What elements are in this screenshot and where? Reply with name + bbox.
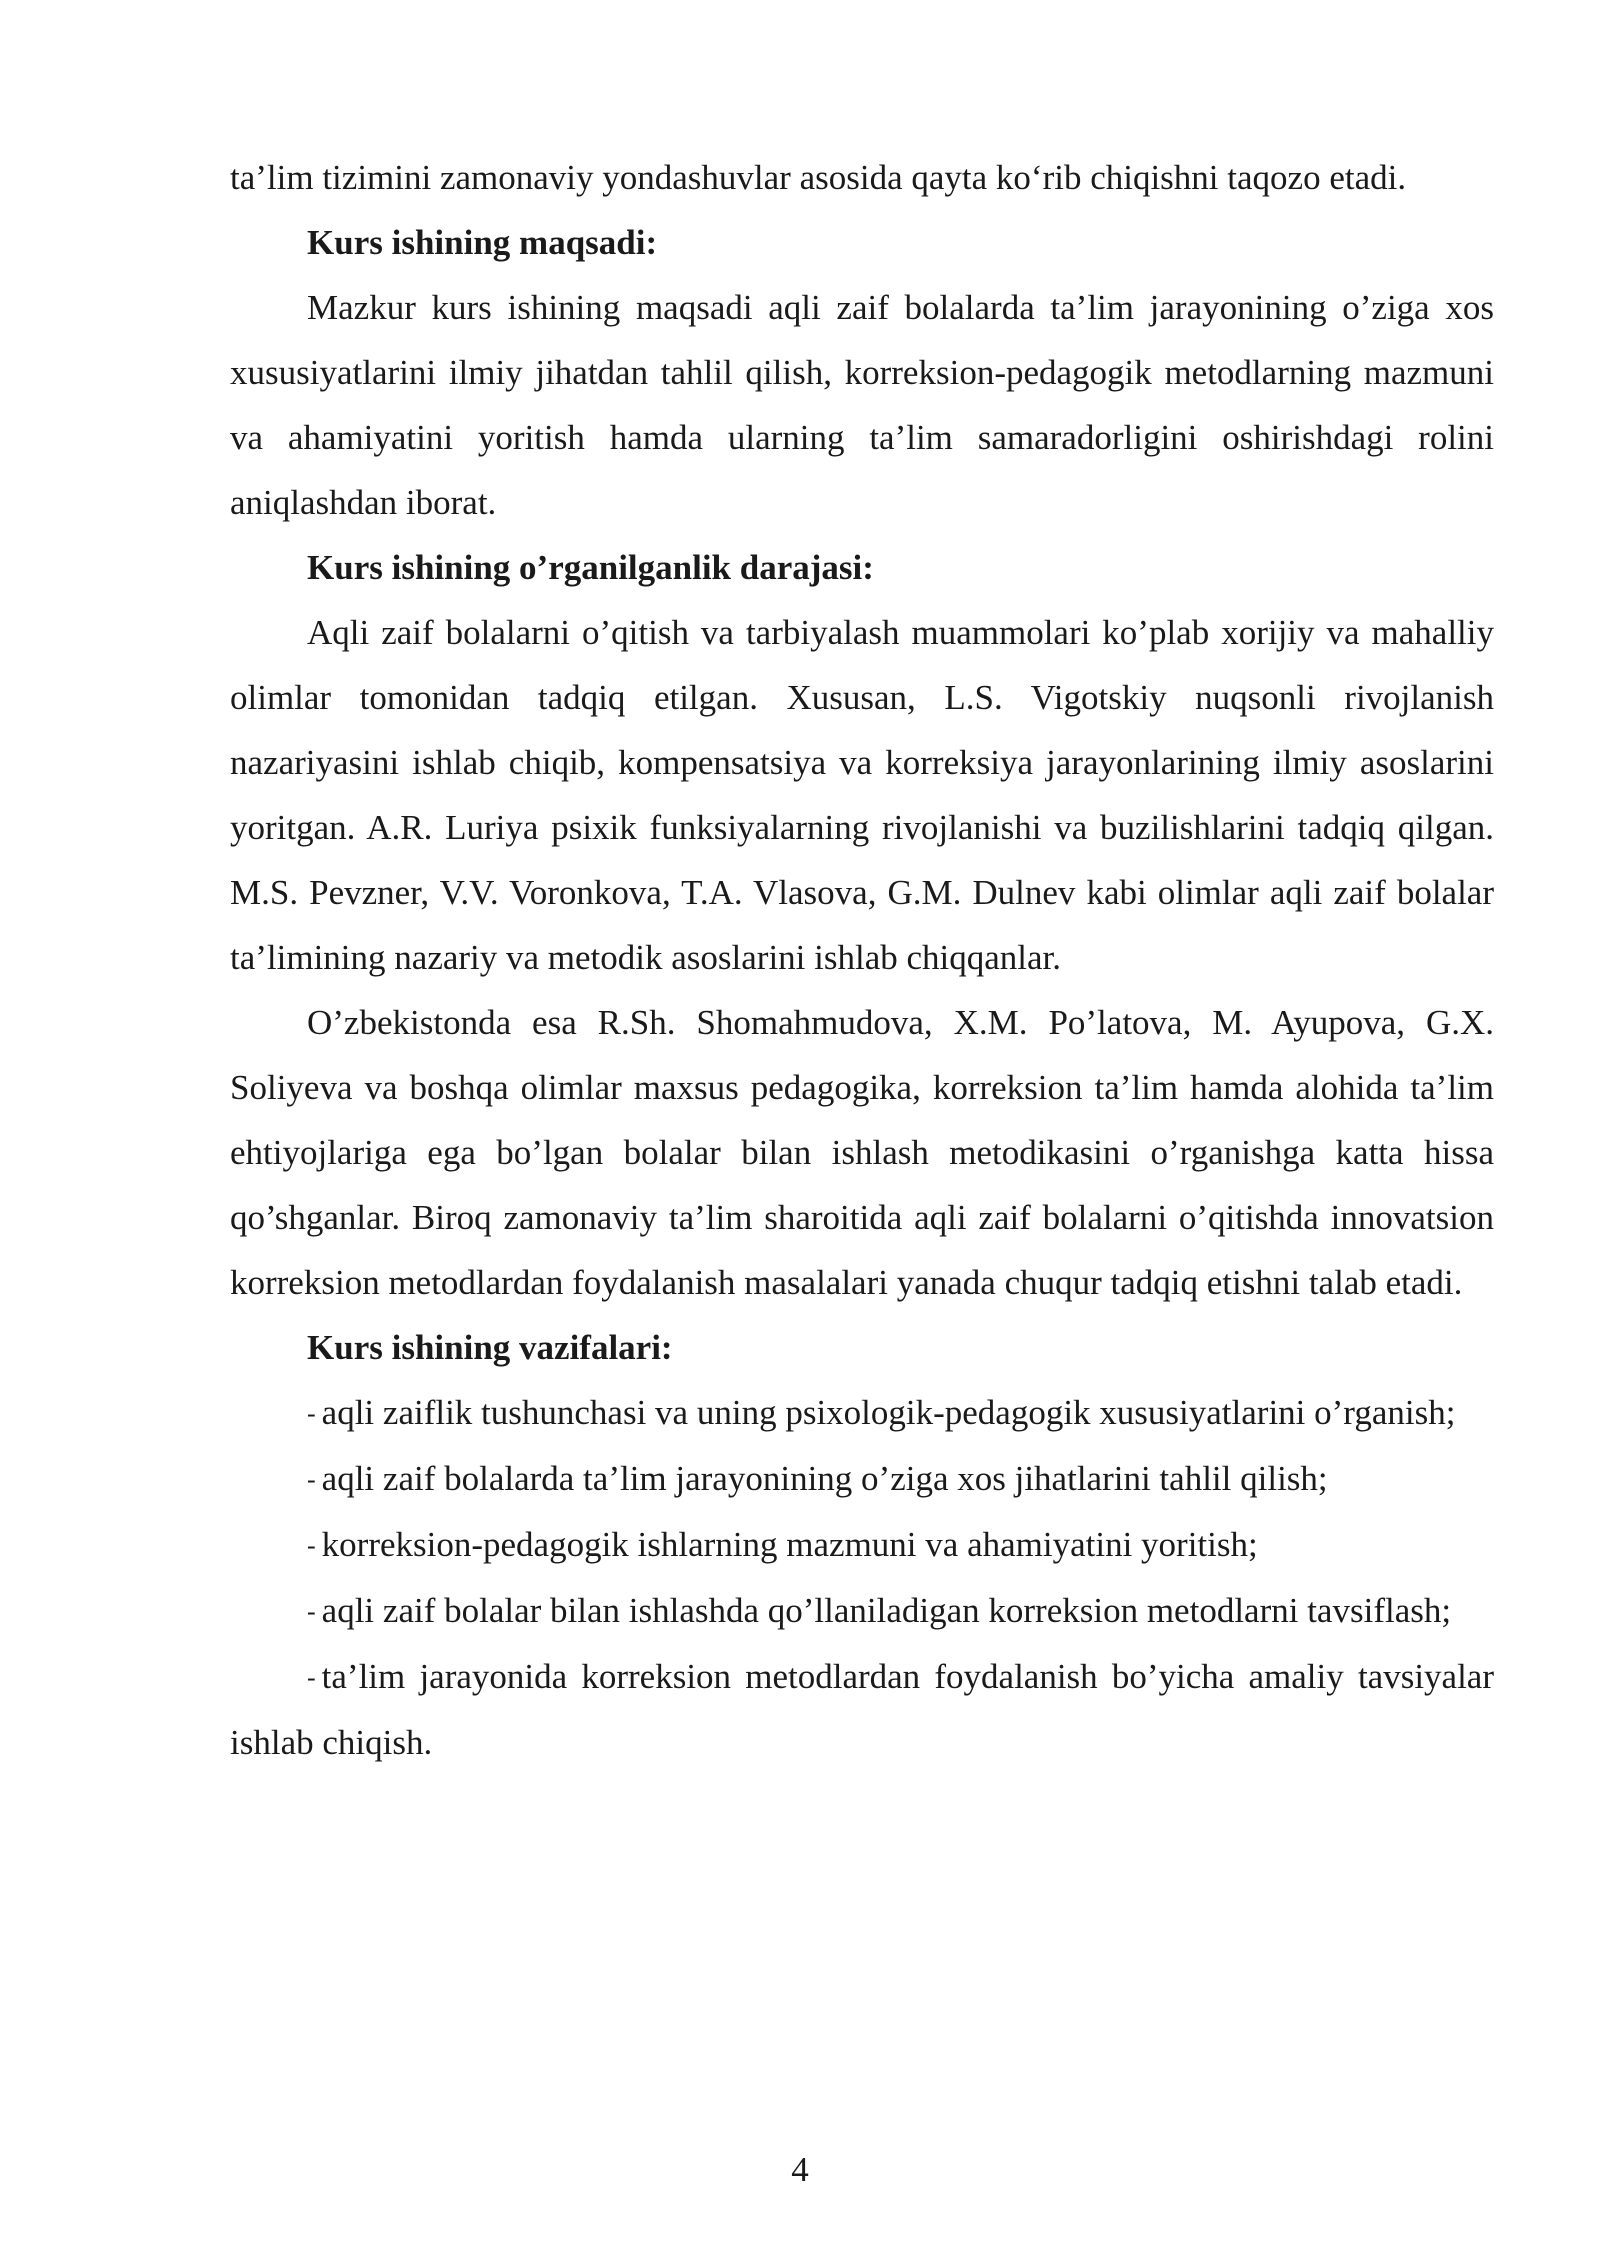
list-item-text: aqli zaiflik tushunchasi va uning psixologik-pedagogik xususiyatlarini o’rganish; (321, 1393, 1456, 1432)
purpose-paragraph: Mazkur kurs ishining maqsadi aqli zaif bolalarda ta’lim jarayonining o’ziga xos xususiyatlarini ilmiy jihatdan tahlil qilish, korreksion-pedagogik metodlarning mazmuni va ahamiyatini yoritish hamda ularning ta’lim samaradorligini oshirishdagi rolini aniqlashdan iborat. (230, 288, 1494, 522)
list-item (230, 1578, 1494, 1644)
dash-marker: - (307, 1597, 316, 1626)
dash-marker: - (307, 1531, 316, 1560)
study-level-paragraph-1: Aqli zaif bolalarni o’qitish va tarbiyalash muammolari ko’plab xorijiy va mahalliy olimlar tomonidan tadqiq etilgan. Xususan, L.S. Vigotskiy nuqsonli rivojlanish nazariyasini ishlab chiqib, kompensatsiya va korreksiya jarayonlarining ilmiy asoslarini yoritgan. A.R. Luriya psixik funksiyalarning rivojlanishi va buzilishlarini tadqiq qilgan. M.S. Pevzner, V.V. Voronkova, T.A. Vlasova, G.M. Dulnev kabi olimlar aqli zaif bolalar ta’limining nazariy va metodik asoslarini ishlab chiqqanlar. (230, 613, 1494, 977)
tasks-heading: Kurs ishining vazifalari: (307, 1328, 673, 1367)
list-item (230, 1446, 1494, 1512)
page-number: 4 (791, 2150, 809, 2189)
list-item-text: ta’lim jarayonida korreksion metodlardan foydalanish bo’yicha amaliy tavsiyalar ishlab chiqish. (230, 1657, 1494, 1762)
list-item (230, 1380, 1494, 1446)
list-item-text: aqli zaif bolalarda ta’lim jarayonining o’ziga xos jihatlarini tahlil qilish; (321, 1459, 1328, 1498)
document-page (230, 145, 1494, 1775)
dash-marker: - (307, 1465, 316, 1494)
list-item-text: korreksion-pedagogik ishlarning mazmuni va ahamiyatini yoritish; (321, 1525, 1258, 1564)
dash-marker: - (307, 1399, 316, 1428)
list-item (230, 1512, 1494, 1578)
study-level-heading: Kurs ishining o’rganilganlik darajasi: (307, 548, 874, 587)
tasks-list (230, 1380, 1494, 1775)
list-item-text: aqli zaif bolalar bilan ishlashda qo’llaniladigan korreksion metodlarni tavsiflash; (321, 1591, 1452, 1630)
list-item (230, 1644, 1494, 1775)
purpose-heading: Kurs ishining maqsadi: (307, 223, 658, 262)
study-level-paragraph-2: O’zbekistonda esa R.Sh. Shomahmudova, X.M. Po’latova, M. Ayupova, G.X. Soliyeva va boshqa olimlar maxsus pedagogika, korreksion ta’lim hamda alohida ta’lim ehtiyojlariga ega bo’lgan bolalar bilan ishlash metodikasini o’rganishga katta hissa qo’shganlar. Biroq zamonaviy ta’lim sharoitida aqli zaif bolalarni o’qitishda innovatsion korreksion metodlardan foydalanish masalalari yanada chuqur tadqiq etishni talab etadi. (230, 1003, 1494, 1302)
intro-paragraph: ta’lim tizimini zamonaviy yondashuvlar asosida qayta ko‘rib chiqishni taqozo etadi. (230, 158, 1407, 197)
dash-marker: - (307, 1663, 316, 1692)
